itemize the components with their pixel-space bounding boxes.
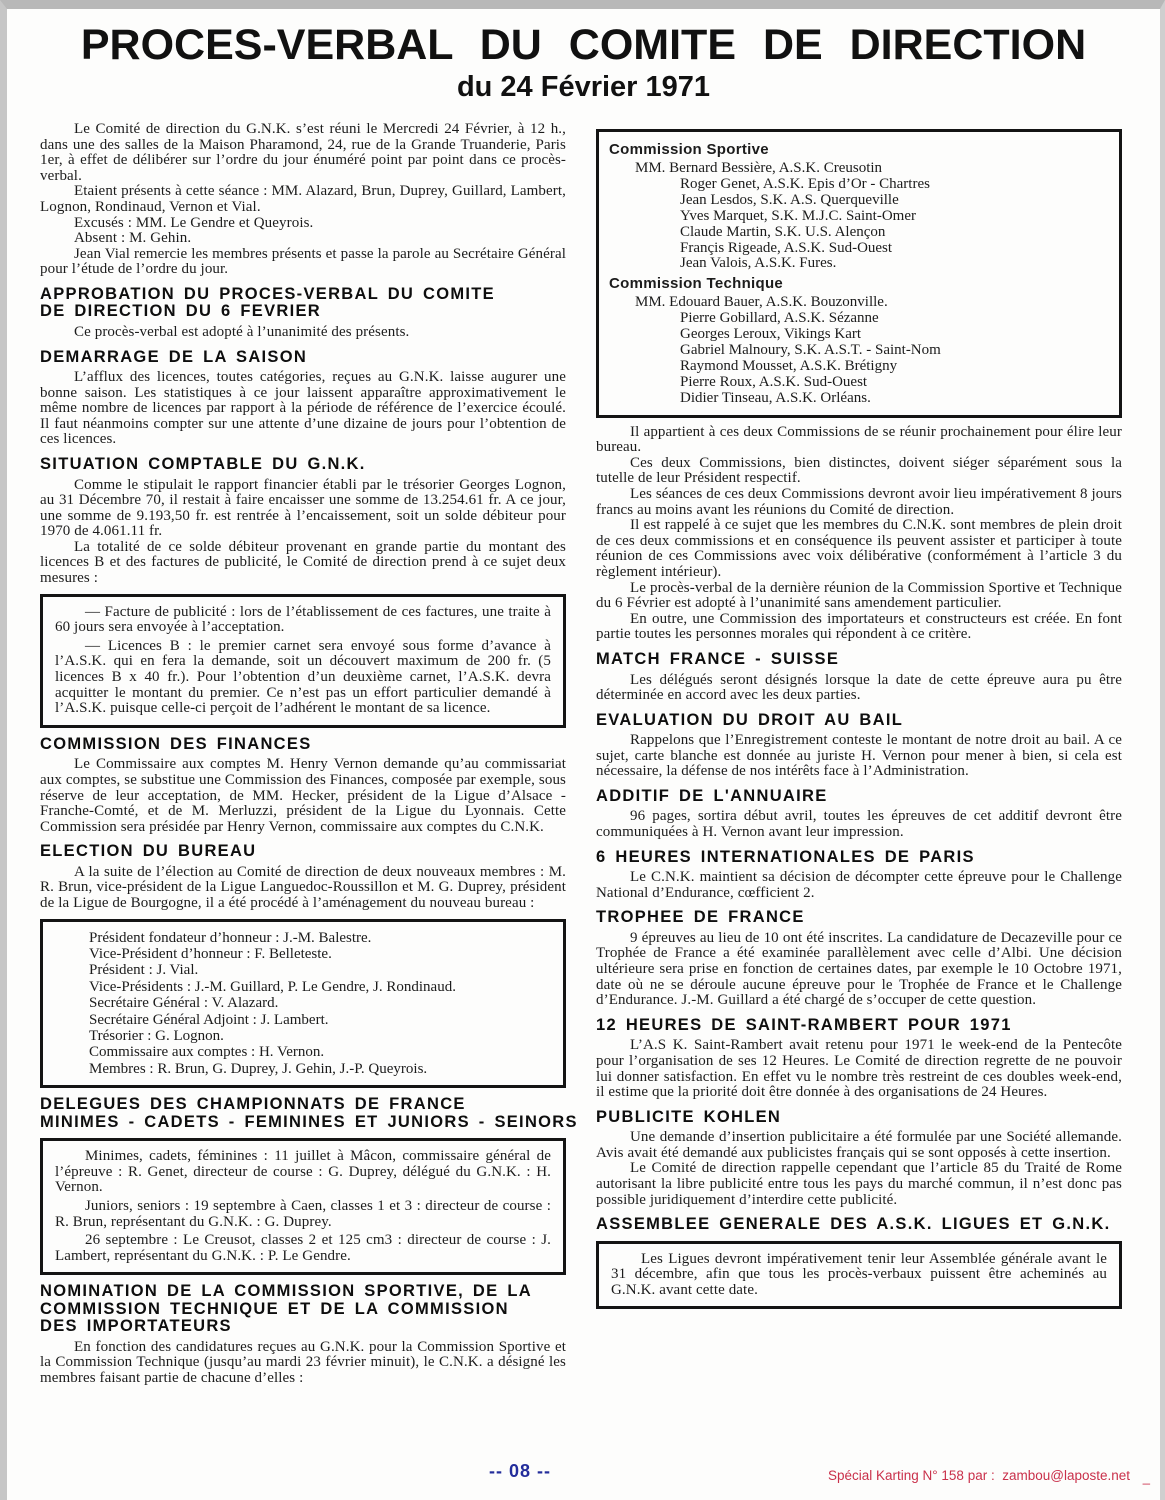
section-heading-line: DES IMPORTATEURS (40, 1317, 232, 1336)
paragraph: 9 épreuves au lieu de 10 ont été inscrites. La candidature de Decazeville pour ce Trophée de France a été examinée parallèlement avec celle d’Albi. Une décision ultérieure sera prise en fonction de certaines dates, par exemple le 10 Octobre 1971, date où ne se déroule aucune épreuve pour le Trophée de France et le Challenge d’Endurance. J.-M. Guillard a été chargé de s’occuper de cette question. (596, 929, 1122, 1009)
paragraph: Etaient présents à cette séance : MM. Alazard, Brun, Duprey, Guillard, Lambert, Lognon, Rondinaud, Vernon et Vial. (40, 183, 566, 215)
paragraph: La totalité de ce solde débiteur provenant en grande partie du montant des licences B et des factures de publicité, le Comité de direction prend à ce sujet deux mesures : (40, 538, 566, 587)
section-heading (40, 1095, 578, 1131)
paragraph: L’afflux des licences, toutes catégories, reçues au G.N.K. laisse augurer une bonne saison. Les statistiques à ce jour laissent apparaître approximativement le même nombre de licences par rapport à la période de référence de l’exercice écoulé. Il faut néanmoins compter sur une attente d’une dizaine de jours pour l’obtention de ces licences. (40, 369, 566, 448)
section-heading (40, 349, 566, 367)
boxed-paragraph: Minimes, cadets, féminines : 11 juillet à Mâcon, commissaire général de l’épreuve : R. Genet, directeur de course : G. Duprey, délégué du G.N.K. : H. Vernon. (55, 1148, 551, 1196)
section-heading (40, 843, 566, 861)
paragraph: Ce procès-verbal est adopté à l’unanimité des présents. (74, 323, 410, 340)
section-heading (596, 1109, 1122, 1127)
commission-member: Pierre Roux, A.S.K. Sud-Ouest (680, 373, 868, 390)
credit-line: Spécial Karting N° 158 par : zambou@laposte.net (827, 1468, 1130, 1483)
paragraph: Rappelons que l’Enregistrement conteste le montant de notre droit au bail. A ce sujet, carte blanche est donnée au juriste H. Vernon pour mener à bien, si cela est nécessaire, la défense de nos intérêts face à l’Administration. (596, 732, 1122, 780)
page-title: PROCES-VERBAL DU COMITE DE DIRECTION (80, 21, 1087, 69)
section-heading-line: SITUATION COMPTABLE DU G.N.K. (40, 455, 366, 473)
commission-member: Roger Genet, A.S.K. Epis d’Or - Chartres (680, 175, 930, 192)
section-heading-line: TROPHEE DE FRANCE (596, 908, 805, 927)
bureau-line: Commissaire aux comptes : H. Vernon. (89, 1044, 325, 1061)
commission-member: Pierre Gobillard, A.S.K. Sézanne (680, 310, 879, 327)
commission-member: MM. Edouard Bauer, A.S.K. Bouzonville. (635, 294, 888, 311)
section-heading (40, 456, 566, 474)
paragraph: Le Commissaire aux comptes M. Henry Vernon demande qu’au commissariat aux comptes, se substitue une Commission des Finances, composée par exemple, sous réserve de leur acceptation, de MM. Hecker, président de la Ligue d’Alsace - Franche-Comté, et de M. Merluzzi, président de la Ligue du Lyonnais. Cette Commission sera présidée par Henry Vernon, commissaire aux comptes du C.N.K. (40, 756, 566, 835)
bureau-line: Président : J. Vial. (89, 962, 199, 979)
left-column (40, 121, 578, 1387)
paragraph: Le procès-verbal de la dernière réunion de la Commission Sportive et Technique du 6 Février est adopté à l’unanimité sans amendement particulier. (596, 579, 1122, 612)
paragraph: Les séances de ces deux Commissions devront avoir lieu impérativement 8 jours francs au moins avant les réunions du Comité de direction. (596, 486, 1122, 518)
boxed-paragraph: — Facture de publicité : lors de l’établissement de ces factures, une traite à 60 jours sera envoyée à l’acceptation. (55, 603, 551, 636)
paragraph: Ces deux Commissions, bien distinctes, doivent siéger séparément sous la tutelle de leur Président respectif. (596, 454, 1122, 487)
paragraph: Il appartient à ces deux Commissions de se réunir prochainement pour élire leur bureau. (596, 423, 1122, 456)
section-heading-line: COMMISSION DES FINANCES (40, 734, 312, 753)
section-heading-line: ELECTION DU BUREAU (40, 842, 257, 861)
commission-group-title: Commission Technique (609, 275, 784, 293)
bureau-line: Secrétaire Général : V. Alazard. (89, 995, 279, 1012)
paragraph: 96 pages, sortira début avril, toutes les épreuves de cet additif devront être communiquées à H. Vernon avant leur impression. (596, 808, 1122, 841)
section-heading (596, 712, 1122, 730)
commission-member: Yves Marquet, S.K. M.J.C. Saint-Omer (680, 207, 916, 224)
section-heading-line: COMMISSION TECHNIQUE ET DE LA COMMISSION (40, 1299, 509, 1318)
section-heading-line: MATCH FRANCE - SUISSE (596, 650, 840, 668)
commission-member: Jean Lesdos, S.K. A.S. Querqueville (680, 191, 899, 208)
commission-member: Claude Martin, S.K. U.S. Alençon (680, 223, 886, 240)
section-heading (596, 1017, 1122, 1035)
two-column-layout (40, 122, 1122, 1387)
paragraph: Absent : M. Gehin. (74, 230, 192, 247)
section-heading (596, 651, 1122, 669)
boxed-note (40, 594, 566, 728)
boxed-paragraph: 26 septembre : Le Creusot, classes 2 et 125 cm3 : directeur de course : J. Lambert, représentant du G.N.K. : P. Le Gendre. (55, 1232, 551, 1264)
section-heading-line: DELEGUES DES CHAMPIONNATS DE FRANCE (40, 1095, 466, 1114)
bureau-line: Secrétaire Général Adjoint : J. Lambert. (89, 1011, 329, 1028)
commission-member: Didier Tinseau, A.S.K. Orléans. (680, 389, 871, 406)
section-heading (40, 286, 566, 321)
boxed-note (40, 1138, 566, 1275)
section-heading (40, 736, 566, 754)
right-column (596, 122, 1122, 1387)
boxed-note (596, 1241, 1122, 1310)
section-heading-line: MINIMES - CADETS - FEMININES ET JUNIORS - SEINORS (40, 1112, 578, 1131)
boxed-paragraph: — Licences B : le premier carnet sera envoyé sous forme d’avance à l’A.S.K. qui en fera la demande, soit un découvert maximum de 200 fr. (5 licences B x 40 fr.). Pour l’obtention d’un deuxième carnet, l’A.S.K. devra acquitter le montant du premier. Ce n’est pas un effort particulier demandé à l’A.S.K. puisque celle-ci perçoit de l’adhérent le montant de sa licence. (55, 637, 551, 717)
section-heading (596, 1216, 1122, 1234)
section-heading-line: PUBLICITE KOHLEN (596, 1107, 782, 1126)
paragraph: Les délégués seront désignés lorsque la date de cette épreuve aura pu être déterminée en accord avec les deux parties. (596, 671, 1122, 704)
section-heading-line: ASSEMBLEE GENERALE DES A.S.K. LIGUES ET G.N.K. (596, 1215, 1111, 1234)
commission-group-title: Commission Sportive (609, 141, 769, 158)
section-heading-line: 6 HEURES INTERNATIONALES DE PARIS (596, 847, 975, 866)
commission-member: MM. Bernard Bessière, A.S.K. Creusotin (635, 160, 883, 176)
section-heading-line: DE DIRECTION DU 6 FEVRIER (40, 302, 322, 321)
bureau-line: Président fondateur d’honneur : J.-M. Balestre. (89, 929, 372, 946)
paragraph: L’A.S K. Saint-Rambert avait retenu pour 1971 le week-end de la Pentecôte pour l’organisation de ses 12 Heures. Le Comité de direction regrette de ne pouvoir lui donner satisfaction. En effet vu le nombre très restreint de ces doubles week-end, il estime que la priorité doit être donnée à des organisations de 24 Heures. (596, 1037, 1122, 1101)
section-heading (596, 788, 1122, 806)
section-heading (596, 849, 1122, 867)
section-heading-line: ADDITIF DE L'ANNUAIRE (596, 786, 828, 805)
bureau-line: Vice-Président d’honneur : F. Belleteste. (89, 945, 332, 962)
paragraph: Excusés : MM. Le Gendre et Queyrois. (74, 214, 314, 231)
paragraph: A la suite de l’élection au Comité de direction de deux nouveaux membres : M. R. Brun, vice-président de la Ligue Languedoc-Roussillon et M. G. Duprey, président de la Ligue de Bourgogne, il a été procédé à l’aménagement du nouveau bureau : (40, 863, 566, 911)
bureau-line: Trésorier : G. Lognon. (89, 1028, 224, 1044)
section-heading-line: 12 HEURES DE SAINT-RAMBERT POUR 1971 (596, 1015, 1012, 1034)
paragraph: En fonction des candidatures reçues au G.N.K. pour la Commission Sportive et la Commission Technique (jusqu’au mardi 23 février minuit), le C.N.K. a désigné les membres faisant partie de chacune d’elles : (40, 1338, 566, 1387)
paragraph: Le Comité de direction du G.N.K. s’est réuni le Mercredi 24 Février, à 12 h., dans une des salles de la Maison Pharamond, 24, rue de la Grande Truanderie, Paris 1er, à effet de délibérer sur l’ordre du jour énuméré point par point dans ce procès-verbal. (40, 121, 566, 184)
page-number: -- 08 -- (489, 1461, 551, 1481)
bureau-box (40, 919, 566, 1089)
section-heading-line: NOMINATION DE LA COMMISSION SPORTIVE, DE LA (40, 1282, 532, 1301)
paragraph: Il est rappelé à ce sujet que les membres du C.N.K. sont membres de plein droit de ces deux commissions et en conséquence ils peuvent assister et participer à toute réunion de ces Commissions avec voix délibérative (conformément à l’article 3 du règlement intérieur). (596, 517, 1122, 581)
section-heading-line: EVALUATION DU DROIT AU BAIL (596, 710, 904, 729)
section-heading-line: APPROBATION DU PROCES-VERBAL DU COMITE (40, 284, 495, 303)
section-heading (596, 909, 1122, 927)
commission-member: Jean Valois, A.S.K. Fures. (680, 255, 837, 272)
commission-member: Georges Leroux, Vikings Kart (680, 326, 862, 343)
cursor-underscore: _ (1142, 1470, 1150, 1485)
boxed-paragraph: Juniors, seniors : 19 septembre à Caen, classes 1 et 3 : directeur de course : R. Brun, représentant du G.N.K. : G. Duprey. (55, 1198, 551, 1230)
paragraph: Le C.N.K. maintient sa décision de décompter cette épreuve pour le Challenge National d’Endurance, cœfficient 2. (596, 869, 1122, 901)
section-heading (40, 1283, 566, 1336)
bureau-line: Membres : R. Brun, G. Duprey, J. Gehin, J.-P. Queyrois. (89, 1060, 428, 1077)
page-subtitle: du 24 Février 1971 (456, 71, 711, 103)
commission-member: Raymond Mousset, A.S.K. Brétigny (680, 357, 898, 374)
boxed-paragraph: Les Ligues devront impérativement tenir leur Assemblée générale avant le 31 décembre, afin que tous les procès-verbaux puissent être acheminés au G.N.K. avant cette date. (611, 1250, 1107, 1298)
paragraph: Jean Vial remercie les membres présents et passe la parole au Secrétaire Général pour l’étude de l’ordre du jour. (40, 245, 566, 278)
commission-member: Françis Rigeade, A.S.K. Sud-Ouest (680, 239, 893, 256)
paragraph: Le Comité de direction rappelle cependant que l’article 85 du Traité de Rome autorisant la libre publicité entre tous les pays du marché commun, il n’est donc pas possible juridiquement d’interdire cette publicité. (596, 1160, 1122, 1208)
paragraph: En outre, une Commission des importateurs et constructeurs est créée. En font partie toutes les personnes morales qui répondent à ce critère. (596, 610, 1122, 643)
paragraph: Comme le stipulait le rapport financier établi par le trésorier Georges Lognon, au 31 Décembre 70, il restait à faire encaisser une somme de 13.254.61 fr. A ce jour, une somme de 9.193,50 fr. est rentrée à l’encaissement, soit un solde débiteur pour 1970 de 4.061.11 fr. (40, 476, 566, 540)
section-heading-line: DEMARRAGE DE LA SAISON (40, 347, 308, 366)
bureau-line: Vice-Présidents : J.-M. Guillard, P. Le Gendre, J. Rondinaud. (89, 978, 456, 995)
paragraph: Une demande d’insertion publicitaire a été formulée par une Société allemande. Avis avait été demandé aux publicistes français qui se sont opposés à cette insertion. (596, 1129, 1122, 1161)
commission-member: Gabriel Malnoury, S.K. A.S.T. - Saint-Nom (680, 342, 941, 359)
commissions-box (596, 129, 1122, 418)
